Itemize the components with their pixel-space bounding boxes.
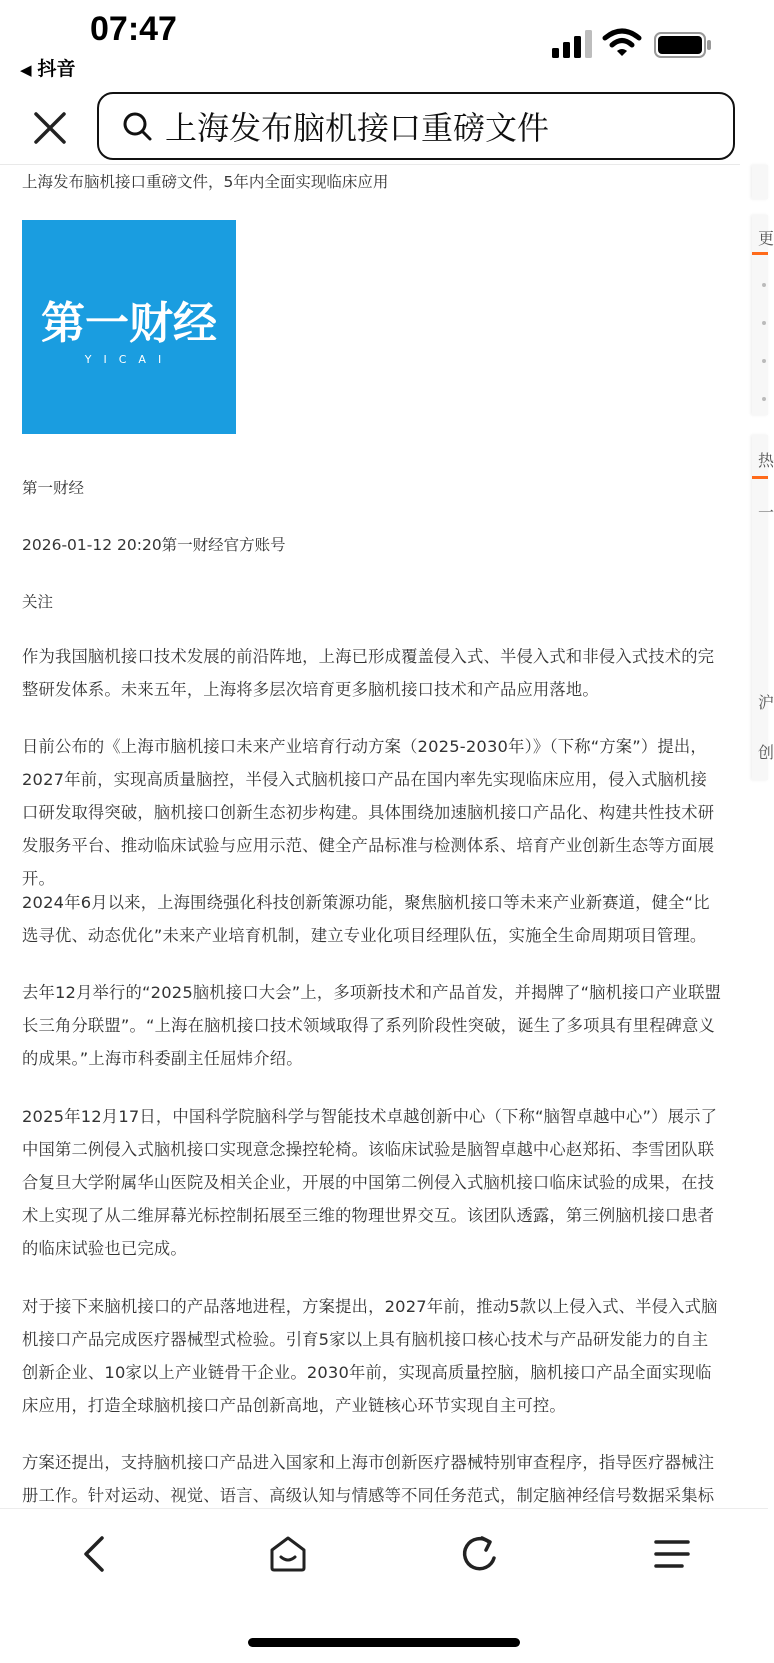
side-char-1: 更 bbox=[758, 229, 774, 248]
search-box[interactable] bbox=[97, 92, 735, 160]
close-icon[interactable] bbox=[30, 108, 70, 148]
refresh-icon[interactable] bbox=[456, 1530, 504, 1578]
cellular-signal-icon bbox=[552, 30, 594, 58]
side-card-top bbox=[752, 165, 768, 199]
back-app-label: 抖音 bbox=[37, 58, 76, 80]
status-bar bbox=[0, 0, 768, 88]
article-paragraph-3: 2024年6月以来，上海围绕强化科技创新策源功能，聚焦脑机接口等未来产业新赛道，健全“比选寻优、动态优化”未来产业培育机制，建立专业化项目经理队伍，实施全生命周期项目管理。 bbox=[22, 893, 710, 945]
status-time: 07:47 bbox=[90, 10, 177, 48]
article-paragraph-2: 日前公布的《上海市脑机接口未来产业培育行动方案（2025-2030年）》（下称“方案”）提出，2027年前，实现高质量脑控，半侵入式脑机接口产品在国内率先实现临床应用，侵入式脑机接口研发取得突破，脑机接口创新生态初步构建。具体围绕加速脑机接口产品化、构建共性技术研发服务平台、推动临床试验与应用示范、健全产品标准与检测体系、培育产业创新生态等方面展开。 bbox=[22, 737, 715, 888]
article-paragraph-6: 对于接下来脑机接口的产品落地进程，方案提出，2027年前，推动5款以上侵入式、半侵入式脑机接口产品完成医疗器械型式检验。引育5家以上具有脑机接口核心技术与产品研发能力的自主创新企业、10家以上产业链骨干企业。2030年前，实现高质量控脑，脑机接口产品全面实现临床应用，打造全球脑机接口产品创新高地，产业链核心环节实现自主可控。 bbox=[22, 1297, 718, 1415]
back-arrow-icon[interactable] bbox=[72, 1530, 120, 1578]
side-dot bbox=[762, 321, 766, 325]
follow-button[interactable]: 关注 bbox=[22, 593, 54, 611]
article-paragraph-4: 去年12月举行的“2025脑机接口大会”上，多项新技术和产品首发，并揭牌了“脑机接口产业联盟长三角分联盟”。“上海在脑机接口技术领域取得了系列阶段性突破，诞生了多项具有里程碑意义的成果。”上海市科委副主任屈炜介绍。 bbox=[22, 983, 722, 1068]
side-card-2[interactable] bbox=[752, 435, 774, 780]
side-dot bbox=[762, 359, 766, 363]
wifi-icon bbox=[603, 28, 641, 58]
article-subtitle: 上海发布脑机接口重磅文件，5年内全面实现临床应用 bbox=[22, 173, 389, 191]
back-triangle-icon: ◀ bbox=[20, 61, 32, 79]
side-dot bbox=[762, 283, 766, 287]
home-icon[interactable] bbox=[264, 1530, 312, 1578]
logo-text: 第一财经 bbox=[41, 298, 217, 349]
article-paragraph-1: 作为我国脑机接口技术发展的前沿阵地，上海已形成覆盖侵入式、半侵入式和非侵入式技术的完整研发体系。未来五年，上海将多层次培育更多脑机接口技术和产品应用落地。 bbox=[22, 647, 715, 699]
side-accent-line bbox=[752, 252, 768, 255]
side-accent-line bbox=[752, 476, 768, 479]
side-char-5: 创 bbox=[758, 743, 774, 762]
article-datetime-account: 2026-01-12 20:20第一财经官方账号 bbox=[22, 536, 286, 554]
search-icon bbox=[121, 110, 153, 142]
logo-subtext: YICAI bbox=[84, 353, 174, 366]
side-char-3: 一 bbox=[758, 503, 774, 522]
search-query[interactable]: 上海发布脑机接口重磅文件 bbox=[165, 109, 550, 147]
divider bbox=[0, 164, 740, 165]
battery-icon bbox=[654, 32, 712, 58]
article-paragraph-5: 2025年12月17日，中国科学院脑科学与智能技术卓越创新中心（下称“脑智卓越中心”）展示了中国第二例侵入式脑机接口实现意念操控轮椅。该临床试验是脑智卓越中心赵郑拓、李雪团队联合复旦大学附属华山医院及相关企业，开展的中国第二例侵入式脑机接口临床试验的成果，在技术上实现了从二维屏幕光标控制拓展至三维的物理世界交互。该团队透露，第三例脑机接口患者的临床试验也已完成。 bbox=[22, 1107, 718, 1258]
article-source[interactable]: 第一财经 bbox=[22, 479, 85, 497]
back-to-app-link[interactable] bbox=[20, 54, 76, 81]
menu-icon[interactable] bbox=[648, 1530, 696, 1578]
yicai-logo-icon bbox=[22, 220, 236, 434]
side-char-2: 热 bbox=[758, 451, 774, 470]
article-paragraph-7: 方案还提出，支持脑机接口产品进入国家和上海市创新医疗器械特别审查程序，指导医疗器械注册工作。针对运动、视觉、语言、高级认知与情感等不同任务范式，制定脑神经信号数据采集标 bbox=[22, 1453, 715, 1505]
home-indicator[interactable] bbox=[248, 1638, 520, 1647]
side-char-4: 沪 bbox=[758, 693, 774, 712]
publisher-logo[interactable] bbox=[22, 220, 236, 434]
side-dot bbox=[762, 397, 766, 401]
